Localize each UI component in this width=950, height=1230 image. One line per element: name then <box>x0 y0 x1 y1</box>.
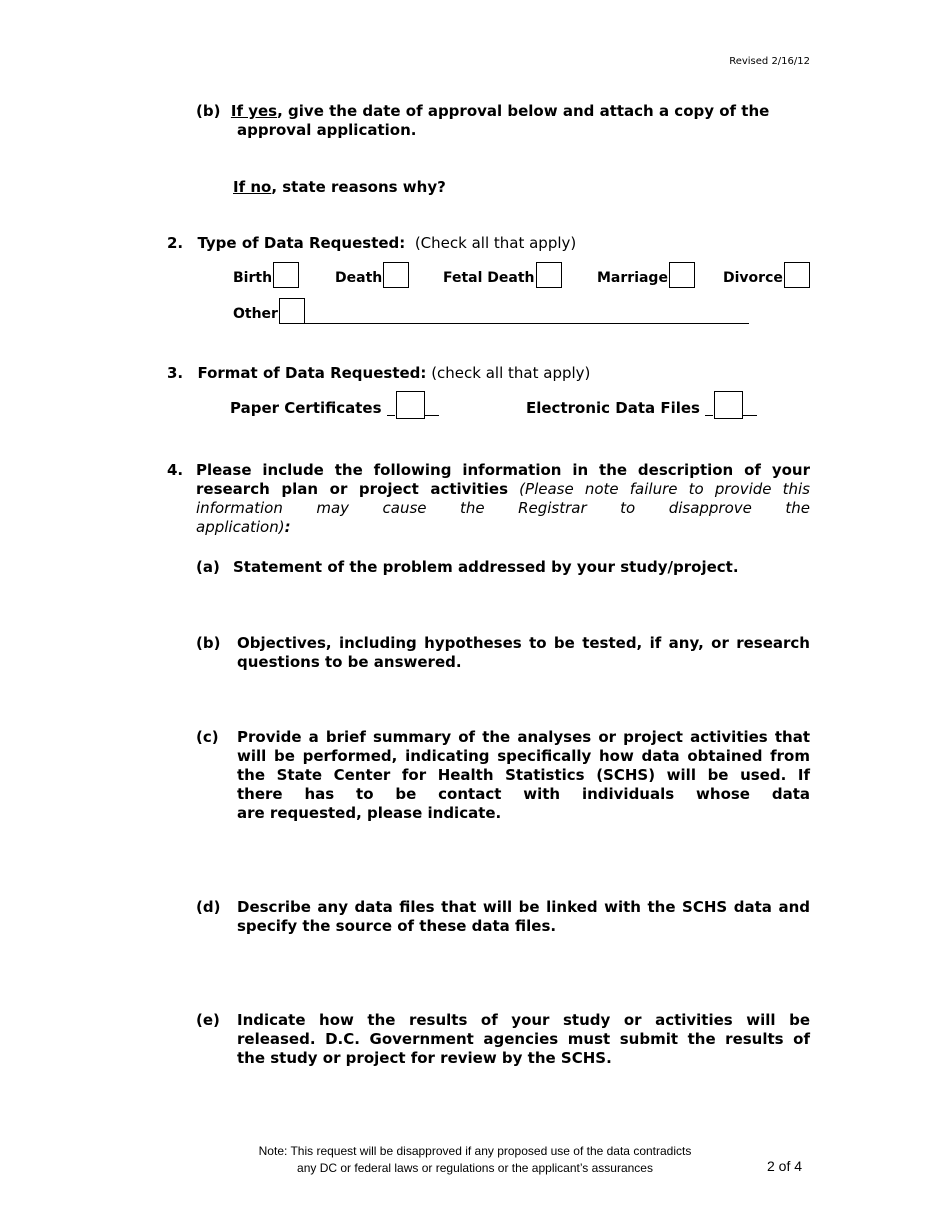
section-b-label: (b) <box>196 102 221 120</box>
death-checkbox[interactable] <box>383 262 409 288</box>
footer-note: Note: This request will be disapproved if any proposed use of the data contradicts any DC or federal laws or regulations or the applicant’s assurances <box>258 1144 692 1175</box>
q4-item-b-text: Objectives, including hypotheses to be tested, if any, or research questions to be answered. <box>237 634 810 671</box>
paper-certificates-group <box>230 391 439 419</box>
other-label: Other <box>233 306 278 322</box>
other-specify-line[interactable] <box>305 299 749 324</box>
q3-note: (check all that apply) <box>431 364 591 382</box>
if-no-text: , state reasons why? <box>271 178 446 196</box>
checkbox-marriage-group <box>597 262 695 288</box>
q4-line3: information may cause the Registrar to disapprove the <box>196 499 810 517</box>
other-checkbox[interactable] <box>279 298 305 324</box>
divorce-label: Divorce <box>723 270 783 286</box>
checkbox-birth-group <box>233 262 299 288</box>
page-number: 2 of 4 <box>767 1158 803 1174</box>
q2-number: 2. <box>167 234 184 252</box>
if-yes: If yes <box>230 102 278 120</box>
q4-item-d-label: (d) <box>196 898 221 916</box>
marriage-label: Marriage <box>597 270 668 286</box>
q4-item-a-text: Statement of the problem addressed by your study/project. <box>233 558 739 576</box>
q4-number: 4. <box>167 461 184 479</box>
q4-item-b-label: (b) <box>196 634 221 652</box>
q4-line1: Please include the following information in the description of your <box>196 461 810 479</box>
electronic-checkbox[interactable] <box>714 391 743 419</box>
paper-label: Paper Certificates <box>230 399 382 417</box>
q4-item-d-text: Describe any data files that will be linked with the SCHS data and specify the source of these data files. <box>237 898 810 935</box>
q2-heading <box>167 234 576 252</box>
birth-label: Birth <box>233 270 273 286</box>
marriage-checkbox[interactable] <box>669 262 695 288</box>
divorce-checkbox[interactable] <box>784 262 810 288</box>
q4-item-c-text: Provide a brief summary of the analyses or project activities that will be performed, indicating specifically how data obtained from the State Center for Health Statistics (SCHS) will be used. If there has to be contact with individuals whose data are requested, please indicate. <box>237 728 810 822</box>
q4-intro <box>196 461 810 537</box>
q4-line4: application): <box>196 518 291 536</box>
q3-number: 3. <box>167 364 184 382</box>
fetal-death-checkbox[interactable] <box>536 262 562 288</box>
checkbox-divorce-group <box>723 262 810 288</box>
death-label: Death <box>335 270 383 286</box>
q3-title: Format of Data Requested: <box>197 364 427 382</box>
if-no-line <box>233 178 446 196</box>
section-b-text2: approval application. <box>237 121 417 139</box>
checkbox-other-group <box>233 298 749 324</box>
q4-item-e-label: (e) <box>196 1011 220 1029</box>
q4-line2: research plan or project activities (Please note failure to provide this <box>196 480 811 498</box>
electronic-label: Electronic Data Files <box>526 399 700 417</box>
q2-title: Type of Data Requested: <box>197 234 406 252</box>
q4-item-e-text: Indicate how the results of your study or activities will be released. D.C. Government agencies must submit the results of the study or project for review by the SCHS. <box>237 1011 810 1067</box>
electronic-files-group <box>526 391 757 419</box>
paper-checkbox[interactable] <box>396 391 425 419</box>
revised-date: Revised 2/16/12 <box>729 56 810 67</box>
q2-note: (Check all that apply) <box>414 234 577 252</box>
birth-checkbox[interactable] <box>273 262 299 288</box>
q3-heading <box>167 364 590 382</box>
if-no: If no <box>233 178 272 196</box>
q4-item-c-label: (c) <box>196 728 219 746</box>
q4-item-a-label: (a) <box>196 558 220 576</box>
section-b-text1: , give the date of approval below and attach a copy of the <box>277 102 770 120</box>
checkbox-death-group <box>335 262 409 288</box>
section-b-line1 <box>196 102 769 120</box>
fetal-death-label: Fetal Death <box>443 270 535 286</box>
checkbox-fetal-death-group <box>443 262 562 288</box>
